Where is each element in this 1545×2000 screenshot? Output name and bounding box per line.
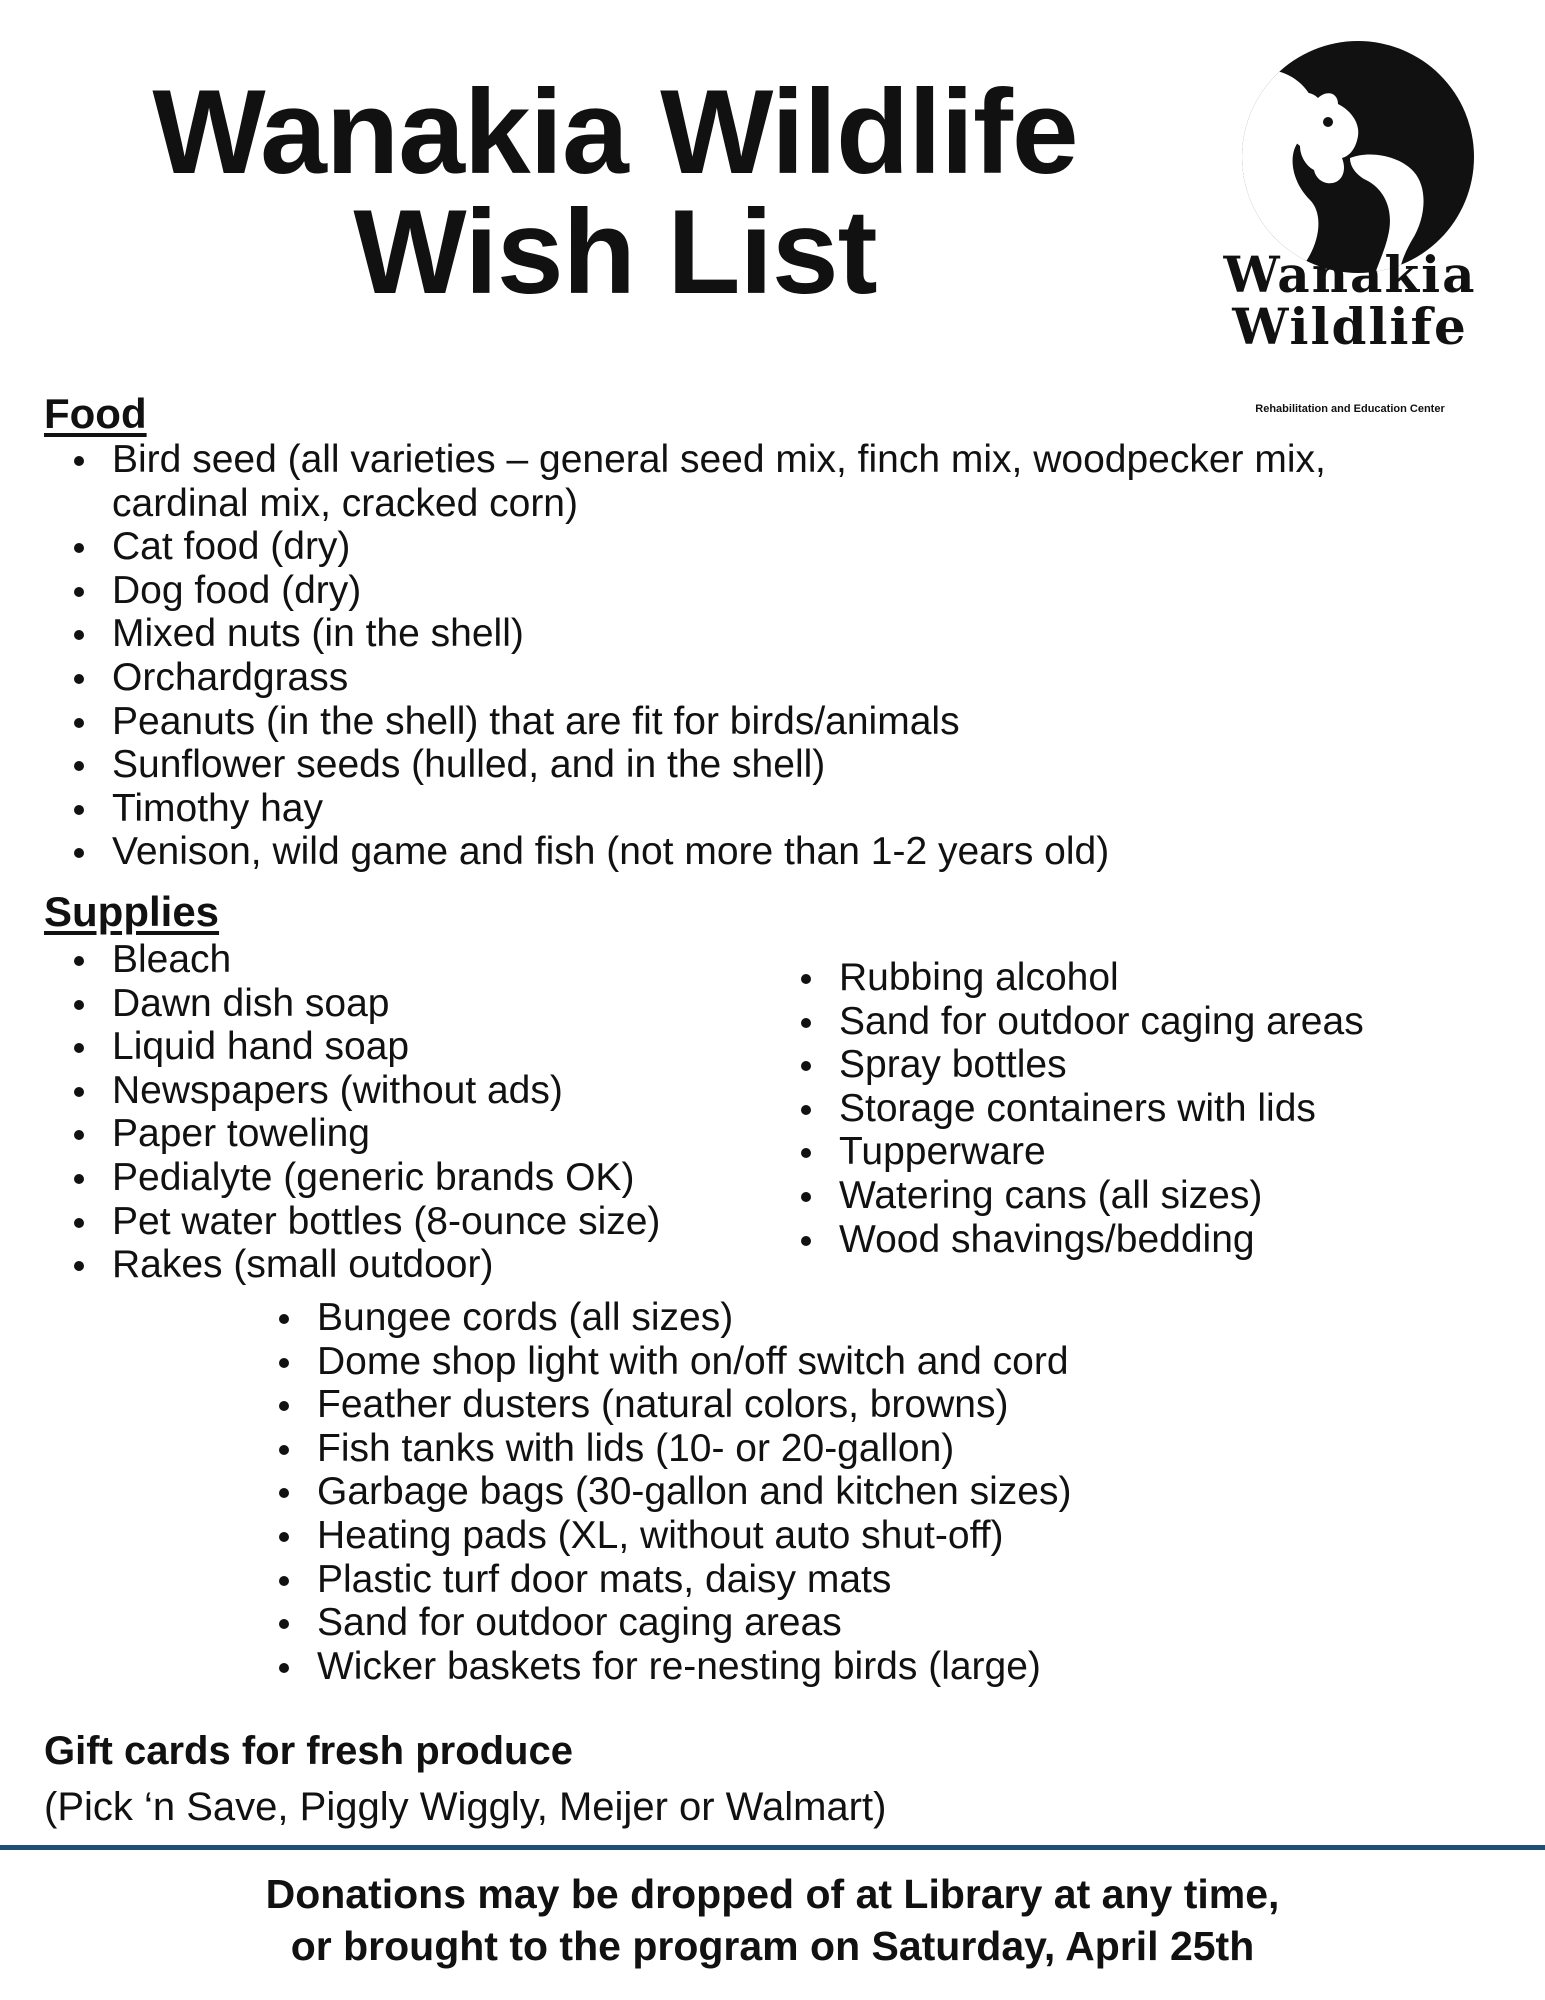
list-item: Spray bottles	[771, 1043, 1511, 1087]
list-item: Dome shop light with on/off switch and cord	[249, 1340, 1299, 1384]
donation-footer	[0, 1868, 1545, 1972]
list-item: Wicker baskets for re-nesting birds (large)	[249, 1645, 1299, 1689]
supplies-left-list	[44, 938, 804, 1287]
page-title	[60, 65, 1170, 319]
list-item: Cat food (dry)	[44, 525, 1454, 569]
list-item: Bird seed (all varieties – general seed mix, finch mix, woodpecker mix, cardinal mix, cracked corn)	[44, 438, 1454, 525]
list-item: Wood shavings/bedding	[771, 1218, 1511, 1262]
list-item: Venison, wild game and fish (not more than 1-2 years old)	[44, 830, 1454, 874]
logo-name-line-2: Wildlife	[1232, 297, 1468, 356]
list-item: Paper toweling	[44, 1112, 804, 1156]
gift-cards-heading: Gift cards for fresh produce	[44, 1729, 573, 1773]
footer-divider	[0, 1845, 1545, 1850]
list-item: Peanuts (in the shell) that are fit for birds/animals	[44, 700, 1454, 744]
list-item: Dawn dish soap	[44, 982, 804, 1026]
list-item: Sunflower seeds (hulled, and in the shell)	[44, 743, 1454, 787]
footer-line-1: Donations may be dropped of at Library at any time,	[265, 1871, 1280, 1917]
list-item: Orchardgrass	[44, 656, 1454, 700]
list-item: Timothy hay	[44, 787, 1454, 831]
list-item: Bleach	[44, 938, 804, 982]
list-item: Storage containers with lids	[771, 1087, 1511, 1131]
list-item: Watering cans (all sizes)	[771, 1174, 1511, 1218]
list-item: Sand for outdoor caging areas	[249, 1601, 1299, 1645]
list-item: Bungee cords (all sizes)	[249, 1296, 1299, 1340]
wanakia-logo-icon	[1200, 40, 1500, 420]
list-item: Heating pads (XL, without auto shut-off)	[249, 1514, 1299, 1558]
supplies-right-list	[771, 956, 1511, 1261]
food-list	[44, 438, 1454, 874]
supplies-bottom-list	[249, 1296, 1299, 1688]
list-item: Mixed nuts (in the shell)	[44, 612, 1454, 656]
gift-cards-stores: (Pick ‘n Save, Piggly Wiggly, Meijer or Walmart)	[44, 1785, 887, 1829]
list-item: Sand for outdoor caging areas	[771, 1000, 1511, 1044]
list-item: Liquid hand soap	[44, 1025, 804, 1069]
list-item: Pet water bottles (8-ounce size)	[44, 1200, 804, 1244]
supplies-heading: Supplies	[44, 888, 220, 935]
list-item: Rakes (small outdoor)	[44, 1243, 804, 1287]
food-heading: Food	[44, 390, 147, 437]
list-item: Newspapers (without ads)	[44, 1069, 804, 1113]
list-item: Rubbing alcohol	[771, 956, 1511, 1000]
list-item: Pedialyte (generic brands OK)	[44, 1156, 804, 1200]
list-item: Garbage bags (30-gallon and kitchen sizes)	[249, 1470, 1299, 1514]
logo-name-line-1: Wanakia	[1223, 245, 1477, 304]
list-item: Fish tanks with lids (10- or 20-gallon)	[249, 1427, 1299, 1471]
title-line-1: Wanakia Wildlife	[152, 65, 1078, 199]
title-line-2: Wish List	[353, 185, 877, 319]
list-item: Tupperware	[771, 1130, 1511, 1174]
list-item: Feather dusters (natural colors, browns)	[249, 1383, 1299, 1427]
logo-subtitle: Rehabilitation and Education Center	[1255, 403, 1445, 415]
list-item: Plastic turf door mats, daisy mats	[249, 1558, 1299, 1602]
list-item: Dog food (dry)	[44, 569, 1454, 613]
footer-line-2: or brought to the program on Saturday, April 25th	[290, 1923, 1255, 1969]
